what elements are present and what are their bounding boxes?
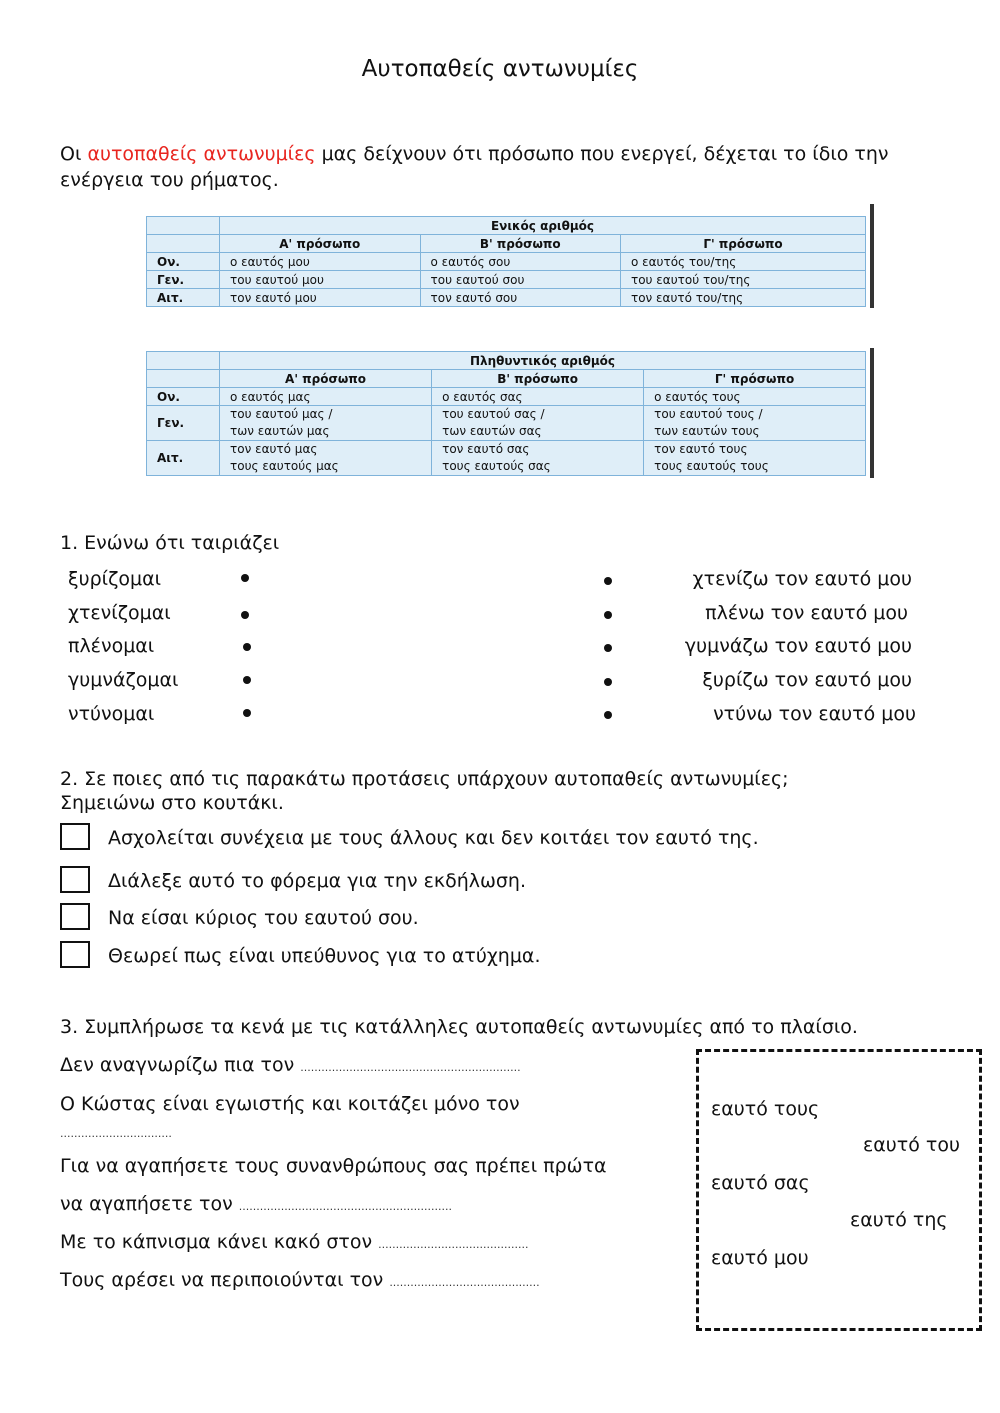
match-right-dot[interactable] (604, 678, 612, 686)
table-cell (432, 441, 644, 476)
match-right-item: ντύνω τον εαυτό μου (713, 703, 916, 725)
case-label: Ον. (147, 253, 220, 271)
table-row (147, 289, 866, 307)
fill-line-text: Ο Κώστας είναι εγωιστής και κοιτάζει μόνο τον (60, 1093, 520, 1115)
intro-paragraph (60, 141, 940, 193)
fill-line-text: Για να αγαπήσετε τους συνανθρώπους σας πρέπει πρώτα (60, 1155, 607, 1177)
table-edge-bar (870, 204, 874, 308)
exercise1-heading: 1. Ενώνω ότι ταιριάζει (60, 532, 280, 554)
match-right-dot[interactable] (604, 644, 612, 652)
match-right-item: χτενίζω τον εαυτό μου (692, 568, 912, 590)
table-cell: τον εαυτό του/της (620, 289, 865, 307)
table-cell: ο εαυτός σου (420, 253, 620, 271)
table-row (147, 441, 866, 476)
match-right-dot[interactable] (604, 611, 612, 619)
table-cell: του εαυτού του/της (620, 271, 865, 289)
cell-line: του εαυτού τους / (654, 407, 763, 421)
word-box-item: εαυτό του (863, 1134, 960, 1156)
fill-blank[interactable]: ........................................... (378, 1238, 529, 1251)
cell-line: του εαυτού μας / (230, 407, 333, 421)
exercise2-heading: 2. Σε ποιες από τις παρακάτω προτάσεις υπάρχουν αυτοπαθείς αντωνυμίες; (60, 768, 789, 790)
word-box-item: εαυτό τους (711, 1098, 820, 1120)
table-cell (220, 406, 432, 441)
case-label: Ον. (147, 388, 220, 406)
fill-blank[interactable]: ............................................................. (238, 1200, 453, 1213)
fill-line (60, 1231, 528, 1253)
table-cell (220, 441, 432, 476)
column-header: Β' πρόσωπο (432, 370, 644, 388)
match-left-dot[interactable] (241, 611, 249, 619)
match-left-item: ντύνομαι (68, 703, 155, 725)
case-label: Αιτ. (147, 441, 220, 476)
checkbox[interactable] (60, 866, 90, 893)
cell-line: τον εαυτό σας (442, 442, 530, 456)
word-box-item: εαυτό της (850, 1209, 948, 1231)
match-left-item: πλένομαι (68, 635, 155, 657)
match-left-item: γυμνάζομαι (68, 669, 179, 691)
table-cell: ο εαυτός τους (644, 388, 866, 406)
checkbox-label: Ασχολείται συνέχεια με τους άλλους και δεν κοιτάει τον εαυτό της. (108, 827, 759, 849)
fill-line (60, 1093, 520, 1115)
page-title: Αυτοπαθείς αντωνυμίες (361, 56, 639, 82)
match-left-dot[interactable] (241, 574, 249, 582)
intro-prefix: Οι (60, 143, 88, 165)
checkbox[interactable] (60, 823, 90, 850)
checkbox-label: Θεωρεί πως είναι υπεύθυνος για το ατύχημα. (108, 945, 541, 967)
table-cell: ο εαυτός μας (220, 388, 432, 406)
checkbox-label: Διάλεξε αυτό το φόρεμα για την εκδήλωση. (108, 870, 527, 892)
fill-line-text: Δεν αναγνωρίζω πια τον (60, 1054, 301, 1076)
exercise2-subheading: Σημειώνω στο κουτάκι. (60, 792, 284, 814)
match-right-item: πλένω τον εαυτό μου (705, 602, 908, 624)
word-box-item: εαυτό μου (711, 1247, 809, 1269)
intro-rest: μας δείχνουν ότι πρόσωπο που ενεργεί, δέχεται το ίδιο την ενέργεια του ρήματος. (60, 143, 889, 191)
fill-line-text: Με το κάπνισμα κάνει κακό στον (60, 1231, 379, 1253)
match-right-dot[interactable] (604, 577, 612, 585)
table-corner (147, 235, 220, 253)
fill-line (60, 1193, 452, 1215)
singular-table (146, 216, 866, 307)
column-header: Γ' πρόσωπο (644, 370, 866, 388)
table-cell: τον εαυτό σου (420, 289, 620, 307)
word-box-item: εαυτό σας (711, 1172, 810, 1194)
cell-line: των εαυτών σας (442, 424, 542, 438)
fill-line (60, 1054, 521, 1076)
fill-line-text: Τους αρέσει να περιποιούνται τον (60, 1269, 390, 1291)
table-cell (432, 406, 644, 441)
plural-table-heading: Πληθυντικός αριθμός (220, 352, 866, 370)
cell-line: των εαυτών τους (654, 424, 760, 438)
table-row (147, 253, 866, 271)
match-left-dot[interactable] (243, 676, 251, 684)
table-row (147, 388, 866, 406)
plural-table (146, 351, 866, 476)
cell-line: τους εαυτούς μας (230, 459, 339, 473)
fill-blank[interactable]: ................................ (60, 1127, 172, 1140)
table-cell (644, 441, 866, 476)
column-header: Α' πρόσωπο (220, 235, 421, 253)
table-row (147, 406, 866, 441)
table-cell: ο εαυτός σας (432, 388, 644, 406)
table-cell (644, 406, 866, 441)
fill-line-text: να αγαπήσετε τον (60, 1193, 239, 1215)
column-header: Γ' πρόσωπο (620, 235, 865, 253)
match-right-item: ξυρίζω τον εαυτό μου (702, 669, 912, 691)
table-cell: του εαυτού μου (220, 271, 421, 289)
match-left-item: χτενίζομαι (68, 602, 171, 624)
table-corner (147, 217, 220, 235)
match-left-item: ξυρίζομαι (68, 568, 162, 590)
match-left-dot[interactable] (243, 643, 251, 651)
case-label: Γεν. (147, 271, 220, 289)
fill-blank[interactable]: ............................................................... (300, 1061, 521, 1074)
checkbox[interactable] (60, 903, 90, 930)
fill-line (60, 1155, 607, 1177)
table-edge-bar (870, 348, 874, 478)
exercise3-heading: 3. Συμπλήρωσε τα κενά με τις κατάλληλες αυτοπαθείς αντωνυμίες από το πλαίσιο. (60, 1016, 858, 1038)
table-cell: ο εαυτός του/της (620, 253, 865, 271)
case-label: Γεν. (147, 406, 220, 441)
cell-line: τον εαυτό μας (230, 442, 318, 456)
table-corner (147, 352, 220, 370)
cell-line: τον εαυτό τους (654, 442, 748, 456)
match-left-dot[interactable] (243, 709, 251, 717)
cell-line: τους εαυτούς σας (442, 459, 551, 473)
table-corner (147, 370, 220, 388)
case-label: Αιτ. (147, 289, 220, 307)
singular-table-heading: Ενικός αριθμός (220, 217, 866, 235)
cell-line: τους εαυτούς τους (654, 459, 769, 473)
table-cell: του εαυτού σου (420, 271, 620, 289)
fill-line (60, 1269, 540, 1291)
checkbox[interactable] (60, 941, 90, 968)
word-box (696, 1049, 982, 1331)
table-cell: ο εαυτός μου (220, 253, 421, 271)
checkbox-label: Να είσαι κύριος του εαυτού σου. (108, 907, 419, 929)
match-right-item: γυμνάζω τον εαυτό μου (684, 635, 912, 657)
fill-line (60, 1120, 172, 1142)
table-cell: τον εαυτό μου (220, 289, 421, 307)
intro-highlight: αυτοπαθείς αντωνυμίες (87, 143, 316, 165)
column-header: Α' πρόσωπο (220, 370, 432, 388)
cell-line: του εαυτού σας / (442, 407, 545, 421)
table-row (147, 271, 866, 289)
column-header: Β' πρόσωπο (420, 235, 620, 253)
match-right-dot[interactable] (604, 711, 612, 719)
cell-line: των εαυτών μας (230, 424, 330, 438)
fill-blank[interactable]: ........................................... (389, 1276, 540, 1289)
